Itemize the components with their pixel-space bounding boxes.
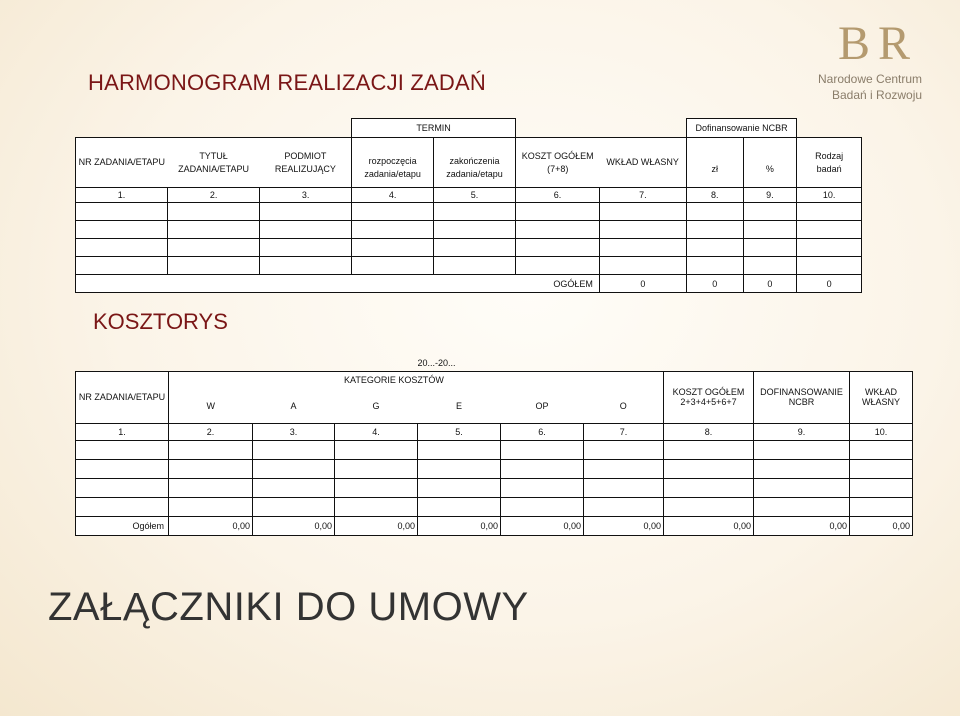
colnum: 7. [599, 188, 686, 203]
kosztorys-table [75, 355, 913, 536]
table-row [76, 478, 913, 497]
colnum: 10. [850, 423, 913, 440]
kosztorys-title: KOSZTORYS [93, 309, 228, 334]
cat-e: E [418, 389, 501, 423]
total-value: 0,00 [169, 516, 253, 535]
colnum: 1. [76, 423, 169, 440]
total-value: 0,00 [501, 516, 584, 535]
harmonogram-table [75, 118, 862, 293]
total-value: 0 [686, 275, 743, 293]
total-value: 0,00 [253, 516, 335, 535]
col-wklad-header: WKŁAD WŁASNY [599, 138, 686, 188]
col-nr-header: NR ZADANIA/ETAPU [76, 138, 168, 188]
total-value: 0 [743, 275, 797, 293]
cat-g: G [335, 389, 418, 423]
table-row [76, 221, 862, 239]
colnum: 3. [260, 188, 352, 203]
kategorie-header: KATEGORIE KOSZTÓW [169, 371, 664, 389]
col-tytul-header: TYTUŁ ZADANIA/ETAPU [168, 138, 260, 188]
colnum: 8. [664, 423, 754, 440]
colnum: 10. [797, 188, 862, 203]
colnum: 7. [584, 423, 664, 440]
colnum: 9. [743, 188, 797, 203]
cat-o: O [584, 389, 664, 423]
termin-header: TERMIN [352, 119, 516, 138]
colnum: 6. [501, 423, 584, 440]
logo-line-2: Badań i Rozwoju [832, 88, 923, 102]
col-dofin-header: DOFINANSOWANIE NCBR [754, 371, 850, 423]
years-label: 20...-20... [417, 357, 456, 368]
col-koszt-header: KOSZT OGÓŁEM (7+8) [515, 138, 599, 188]
ncbr-logo [818, 14, 952, 106]
col-wklad-header: WKŁAD WŁASNY [850, 371, 913, 423]
harmonogram-title: HARMONOGRAM REALIZACJI ZADAŃ [88, 70, 486, 95]
col-pct-header: % [743, 138, 797, 188]
col-nr-header: NR ZADANIA/ETAPU [76, 371, 169, 423]
table-row [76, 203, 862, 221]
cat-op: OP [501, 389, 584, 423]
total-value: 0,00 [335, 516, 418, 535]
total-label: OGÓŁEM [76, 275, 600, 293]
table-row [76, 440, 913, 459]
column-numbers-row [76, 423, 913, 440]
colnum: 5. [434, 188, 516, 203]
table-row [76, 239, 862, 257]
colnum: 9. [754, 423, 850, 440]
colnum: 6. [515, 188, 599, 203]
colnum: 5. [418, 423, 501, 440]
colnum: 3. [253, 423, 335, 440]
dofinansowanie-header: Dofinansowanie NCBR [686, 119, 796, 138]
total-row [76, 516, 913, 535]
table-row [76, 257, 862, 275]
table-row [76, 459, 913, 478]
col-podmiot-header: PODMIOT REALIZUJĄCY [260, 138, 352, 188]
total-value: 0,00 [664, 516, 754, 535]
table-row [76, 497, 913, 516]
colnum: 4. [335, 423, 418, 440]
logo-line-1: Narodowe Centrum [818, 72, 923, 86]
total-value: 0 [599, 275, 686, 293]
col-rozpoczecia-header: rozpoczęcia zadania/etapu [352, 138, 434, 188]
col-zakonczenia-header: zakończenia zadania/etapu [434, 138, 516, 188]
col-koszt-header: KOSZT OGÓŁEM 2+3+4+5+6+7 [664, 371, 754, 423]
zalaczniki-title: ZAŁĄCZNIKI DO UMOWY [48, 585, 529, 629]
col-rodzaj-header: Rodzaj badań [797, 138, 862, 188]
logo-mark-b: B [838, 17, 871, 70]
total-value: 0,00 [584, 516, 664, 535]
cat-a: A [253, 389, 335, 423]
colnum: 8. [686, 188, 743, 203]
total-value: 0 [797, 275, 862, 293]
logo-mark-r: R [878, 17, 911, 70]
colnum: 4. [352, 188, 434, 203]
total-label: Ogółem [76, 516, 169, 535]
col-zl-header: zł [686, 138, 743, 188]
colnum: 2. [168, 188, 260, 203]
total-value: 0,00 [850, 516, 913, 535]
cat-w: W [169, 389, 253, 423]
total-value: 0,00 [754, 516, 850, 535]
total-value: 0,00 [418, 516, 501, 535]
column-numbers-row [76, 188, 862, 203]
colnum: 2. [169, 423, 253, 440]
total-row [76, 275, 862, 293]
colnum: 1. [76, 188, 168, 203]
